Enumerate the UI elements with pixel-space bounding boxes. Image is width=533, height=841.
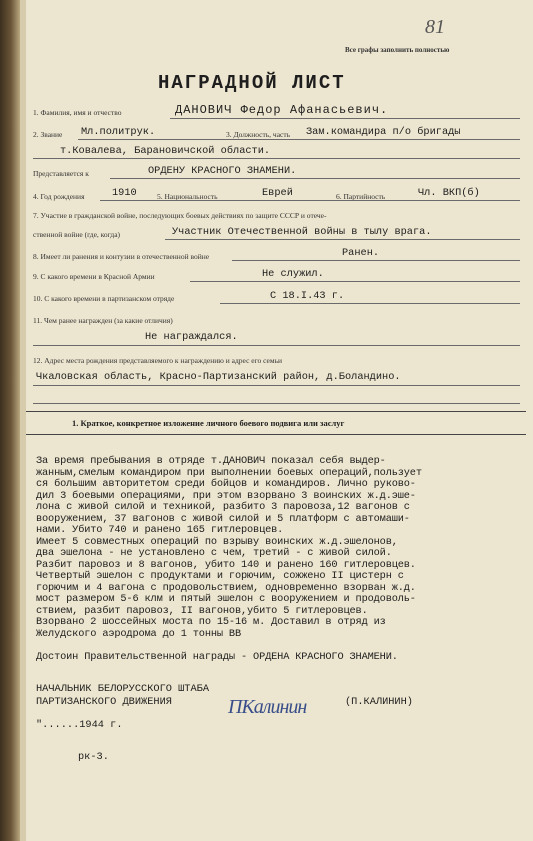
signatory-title-1: НАЧАЛЬНИК БЕЛОРУССКОГО ШТАБА — [36, 683, 210, 695]
field1-label: 1. Фамилия, имя и отчество — [33, 108, 122, 117]
field12-underline-2 — [33, 403, 520, 404]
represent-underline — [110, 178, 520, 179]
field8-value: Ранен. — [342, 247, 380, 259]
achievement-line: горючим и 4 вагона с продовольствием, одновременно взорван ж.д. — [36, 581, 416, 594]
achievement-line: лона с живой силой и техникой, разбито 3 паровоза,12 вагонов с — [36, 501, 410, 513]
field11-value: Не награждался. — [145, 331, 238, 343]
signatory-name: (П.КАЛИНИН) — [345, 696, 413, 708]
field1-underline — [170, 118, 520, 119]
document-ref: рк-3. — [78, 751, 109, 763]
field6-value: Чл. ВКП(б) — [418, 187, 480, 199]
achievement-line: За время пребывания в отряде т.ДАНОВИЧ показал себя выдер- — [36, 455, 386, 467]
field6-label: 6. Партийность — [336, 192, 386, 201]
achievement-line: Достоин Правительственной награды - ОРДЕНА КРАСНОГО ЗНАМЕНИ. — [36, 650, 398, 663]
field9-underline — [190, 281, 520, 282]
handwritten-signature: ПКалинин — [228, 696, 307, 718]
document-title: НАГРАДНОЙ ЛИСТ — [158, 72, 346, 94]
section-rule-top — [26, 411, 526, 412]
field4-underline — [100, 200, 520, 201]
field11-underline — [33, 345, 520, 346]
field12-label: 12. Адрес места рождения представляемого к награждению и адрес его семьи — [33, 356, 283, 365]
achievement-line: вооружением, 37 вагонов с живой силой и 5 платформ с автомаши- — [36, 512, 410, 525]
field8-underline — [232, 260, 520, 261]
achievement-line: Желудского аэродрома до 1 тонны ВВ — [36, 627, 241, 640]
field5-label: 5. Национальность — [157, 192, 218, 201]
achievement-line: жанным,смелым командиром при выполнении боевых операций,пользует — [36, 466, 422, 479]
field7-label-b: ственной войне (где, когда) — [33, 230, 121, 239]
achievement-line: Разбит паровоз и 8 вагонов, убито 140 и ранено 160 гитлеровцев. — [36, 558, 416, 571]
achievement-line: ся большим авторитетом среди бойцов и командиров. Лично руково- — [36, 478, 416, 490]
page-number: 81 — [425, 16, 445, 38]
field4-value: 1910 — [112, 187, 137, 199]
document-date: "......1944 г. — [36, 719, 123, 731]
achievement-line: мост размером 5-6 клм и пятый эшелон с вооружением и продоволь- — [36, 593, 416, 605]
field3-label: 3. Должность, часть — [226, 130, 291, 139]
field7-underline — [165, 239, 520, 240]
achievement-line: ствием, разбит паровоз, II вагонов,убито 5 гитлеровцев. — [36, 604, 368, 617]
fill-all-note: Все графы заполнить полностью — [345, 46, 450, 54]
represent-label: Представляется к — [33, 169, 89, 178]
field12-value: Чкаловская область, Красно-Партизанский район, д.Боландино. — [36, 371, 401, 383]
achievement-line: дил 3 боевыми операциями, при этом взорвано 3 воинских ж.д.эше- — [36, 489, 416, 502]
field3-value: Зам.командира п/о бригады — [306, 126, 461, 138]
field9-label: 9. С какого времени в Красной Армии — [33, 272, 155, 281]
paper-edge — [20, 0, 26, 841]
achievement-line: Четвертый эшелон с продуктами и горючим, сожжено II цистерн с — [36, 570, 404, 582]
signatory-title-2: ПАРТИЗАНСКОГО ДВИЖЕНИЯ — [36, 696, 172, 708]
achievement-line: Имеет 5 совместных операций по взрыву воинских ж.д.эшелонов, — [36, 535, 398, 548]
field4-label: 4. Год рождения — [33, 192, 85, 201]
field5-value: Еврей — [262, 187, 293, 199]
section-title: 1. Краткое, конкретное изложение личного боевого подвига или заслуг — [72, 418, 345, 428]
field12-underline — [33, 385, 520, 386]
binding-spine — [0, 0, 20, 841]
field7-label-a: 7. Участие в гражданской войне, последующих боевых действиях по защите СССР и отече- — [33, 211, 327, 220]
field10-underline — [220, 303, 520, 304]
field10-label: 10. С какого времени в партизанском отряде — [33, 294, 175, 303]
field11-label: 11. Чем ранее награжден (за какие отличия) — [33, 316, 173, 325]
field3-underline — [33, 158, 520, 159]
field2-label: 2. Звание — [33, 130, 63, 139]
achievement-line: нами. Убито 740 и ранено 165 гитлеровцев. — [36, 524, 284, 536]
field10-value: С 18.I.43 г. — [270, 290, 345, 302]
achievement-line: два эшелона - не установлено с чем, третий - с живой силой. — [36, 547, 392, 559]
represent-value: ОРДЕНУ КРАСНОГО ЗНАМЕНИ. — [148, 165, 297, 177]
field8-label: 8. Имеет ли ранения и контузии в отечественной войне — [33, 252, 210, 261]
field9-value: Не служил. — [262, 268, 324, 280]
field2-underline — [78, 139, 520, 140]
section-rule-bottom — [26, 434, 526, 435]
field1-value: ДАНОВИЧ Федор Афанасьевич. — [175, 103, 389, 117]
field7-value: Участник Отечественной войны в тылу врага. — [172, 226, 432, 238]
achievement-line: Взорвано 2 шоссейных моста по 15-16 м. Доставил в отряд из — [36, 616, 386, 628]
field2-value: Мл.политрук. — [81, 126, 156, 138]
field3-value-cont: т.Ковалева, Барановичской области. — [60, 145, 271, 157]
